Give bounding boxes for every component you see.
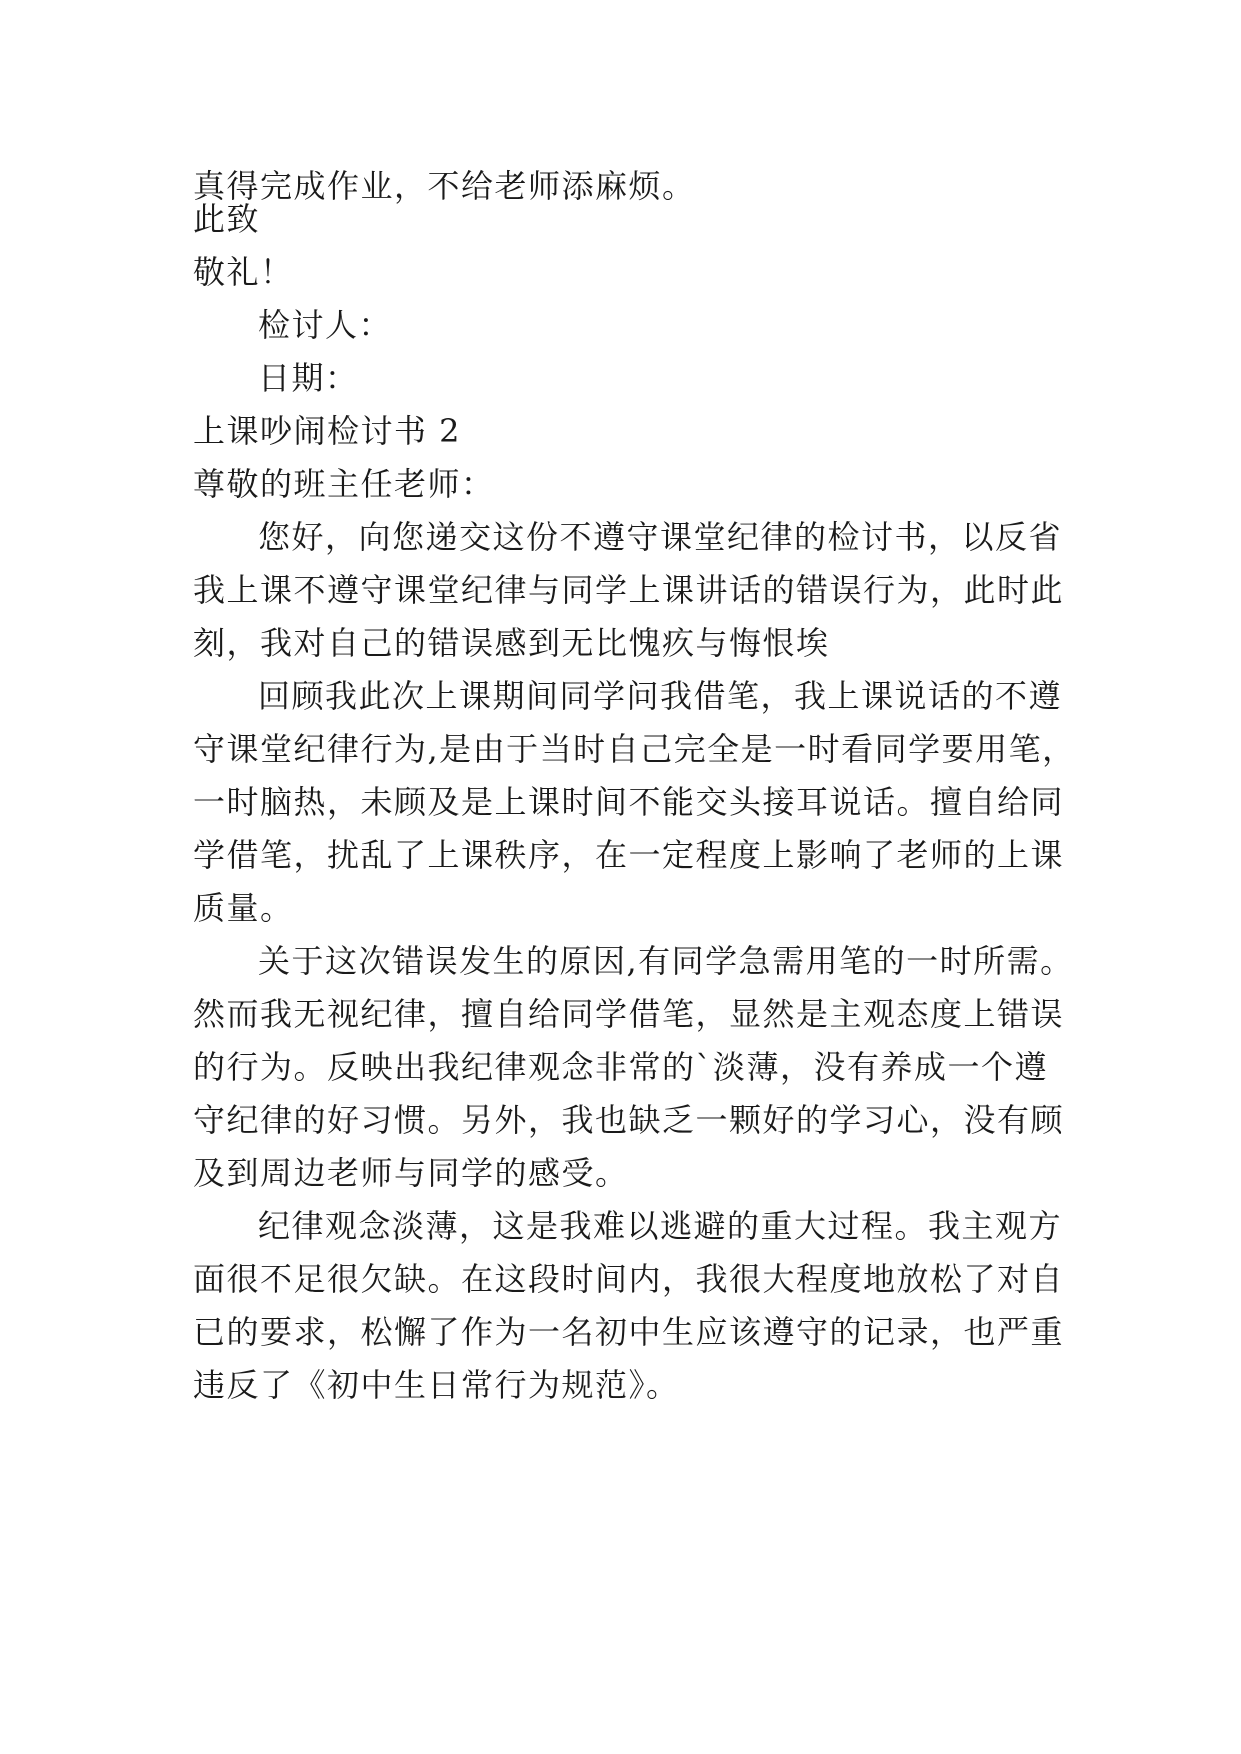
text-line: 质量。 bbox=[193, 889, 294, 927]
text-line: 违反了《初中生日常行为规范》。 bbox=[193, 1366, 680, 1404]
text-line: 敬礼！ bbox=[193, 253, 294, 291]
text-line: 真得完成作业，不给老师添麻烦。 bbox=[193, 167, 696, 205]
signer-label: 检讨人： bbox=[258, 306, 393, 344]
text-line: 然而我无视纪律，擅自给同学借笔，显然是主观态度上错误 bbox=[193, 995, 1065, 1033]
date-label: 日期： bbox=[258, 359, 359, 397]
text-line: 守课堂纪律行为,是由于当时自己完全是一时看同学要用笔， bbox=[193, 730, 1076, 768]
section-title: 上课吵闹检讨书 2 bbox=[193, 412, 462, 450]
text-line: 已的要求，松懈了作为一名初中生应该遵守的记录，也严重 bbox=[193, 1313, 1065, 1351]
text-line: 此致 bbox=[193, 200, 261, 238]
text-line: 您好，向您递交这份不遵守课堂纪律的检讨书，以反省 bbox=[258, 518, 1063, 556]
text-line: 面很不足很欠缺。在这段时间内，我很大程度地放松了对自 bbox=[193, 1260, 1065, 1298]
text-line: 守纪律的好习惯。另外，我也缺乏一颗好的学习心，没有顾 bbox=[193, 1101, 1065, 1139]
text-line: 及到周边老师与同学的感受。 bbox=[193, 1154, 629, 1192]
text-line: 回顾我此次上课期间同学问我借笔，我上课说话的不遵 bbox=[258, 677, 1063, 715]
text-line: 的行为。反映出我纪律观念非常的`淡薄，没有养成一个遵 bbox=[193, 1048, 1049, 1086]
text-line: 一时脑热，未顾及是上课时间不能交头接耳说话。擅自给同 bbox=[193, 783, 1065, 821]
text-line: 学借笔，扰乱了上课秩序，在一定程度上影响了老师的上课 bbox=[193, 836, 1065, 874]
text-line: 我上课不遵守课堂纪律与同学上课讲话的错误行为，此时此 bbox=[193, 571, 1065, 609]
salutation: 尊敬的班主任老师： bbox=[193, 465, 495, 503]
text-line: 刻，我对自己的错误感到无比愧疚与悔恨埃 bbox=[193, 624, 830, 662]
text-line: 纪律观念淡薄，这是我难以逃避的重大过程。我主观方 bbox=[258, 1207, 1063, 1245]
text-line: 关于这次错误发生的原因,有同学急需用笔的一时所需。 bbox=[258, 942, 1074, 980]
